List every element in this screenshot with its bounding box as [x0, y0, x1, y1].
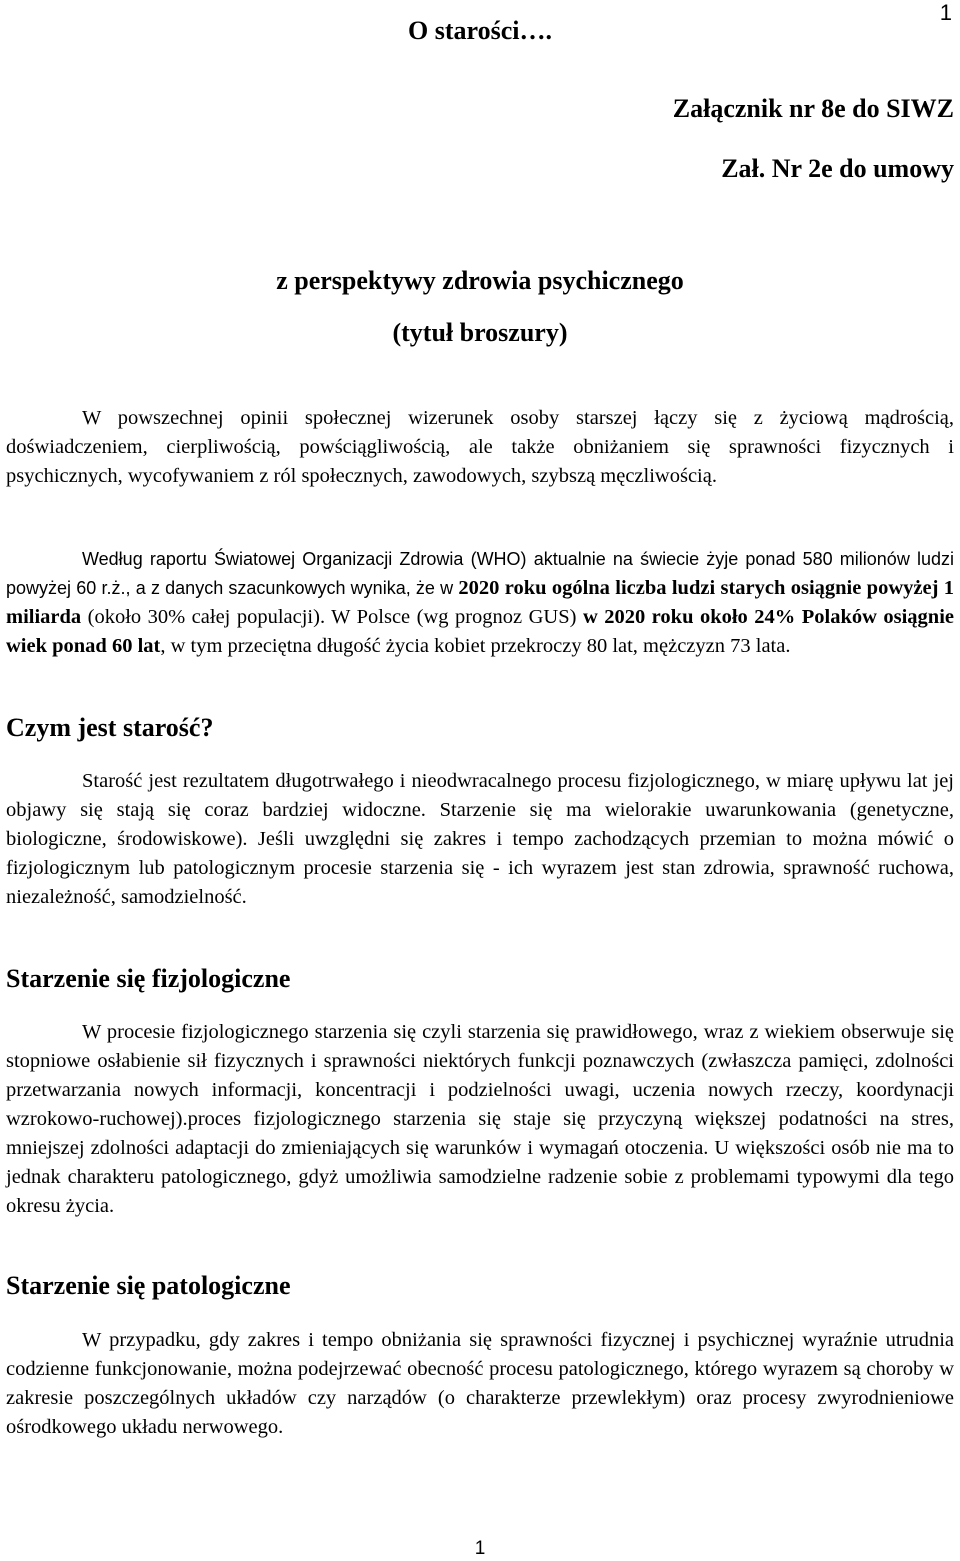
page-number-top: 1 — [939, 0, 952, 25]
title-line-3: (tytuł broszury) — [392, 318, 568, 347]
section-heading-what-is-old-age: Czym jest starość? — [6, 713, 214, 742]
annex-line-contract: Zał. Nr 2e do umowy — [721, 154, 954, 183]
life-expectancy-text: , w tym przeciętna długość życia kobiet przekroczy 80 lat, mężczyzn 73 lata. — [160, 635, 791, 657]
section-text-physiological-aging: W procesie fizjologicznego starzenia się czyli starzenia się prawidłowego, wraz z wiekiem obserwuje się stopniowe osłabienie sił fizycznych i sprawności niektórych funkcji poznawczych (zwłaszcza pamięci, zdolności przetwarzania nowych informacji, koncentracji i podzielności uwagi, uczenia nowych rzeczy, koordynacji wzrokowo-ruchowej).proces fizjologicznego starzenia się staje się przyczyną większej podatności na stres, mniejszej zdolności adaptacji do zmieniających się warunków i wymagań otoczenia. U większości osób nie ma to jednak charakteru patologicznego, gdyż umożliwia samodzielne radzenie sobie z problemami typowymi dla tego okresu życia. — [6, 1021, 954, 1217]
intro-paragraph-1 — [6, 404, 954, 491]
section-paragraph-physiological-aging — [6, 1018, 954, 1221]
title-line-1: O starości…. — [408, 16, 552, 45]
who-report-text: Według raportu Światowej Organizacji Zdrowia (WHO) aktualnie na świecie żyje ponad 580 milionów ludzi powyżej 60 r.ż. — [6, 549, 954, 598]
poland-forecast-bold: w 2020 roku około 24% Polaków osiągnie wiek ponad 60 lat — [6, 606, 954, 657]
estimate-bold-2020: 2020 roku ogólna liczba ludzi starych osiągnie powyżej 1 miliarda — [6, 577, 955, 628]
section-heading-pathological-aging: Starzenie się patologiczne — [6, 1271, 291, 1300]
section-text-what-is-old-age: Starość jest rezultatem długotrwałego i nieodwracalnego procesu fizjologicznego, w miarę upływu lat jej objawy się stają się coraz bardziej widoczne. Starzenie się ma wielorakie uwarunkowania (genetyczne, biologiczne, środowiskowe). Jeśli uwzględni się zakres i tempo zachodzących przemian to można mówić o fizjologicznym lub patologicznym procesie starzenia się - ich wyrazem jest stan zdrowia, sprawność ruchowa, niezależność, samodzielność. — [6, 770, 954, 908]
page-number-bottom: 1 — [474, 1538, 486, 1559]
estimate-text: , a z danych szacunkowych wynika, że w — [125, 578, 459, 598]
title-line-2: z perspektywy zdrowia psychicznego — [276, 266, 684, 295]
intro-paragraph-1-text: W powszechnej opinii społecznej wizerunek osoby starszej łączy się z życiową mądrością, doświadczeniem, cierpliwością, powściągliwością, ale także obniżaniem się sprawności fizycznych i psychicznych, wycofywaniem z ról społecznych, zawodowych, szybszą męczliwością. — [6, 407, 954, 487]
section-paragraph-pathological-aging — [6, 1326, 954, 1442]
annex-line-siwz: Załącznik nr 8e do SIWZ — [672, 94, 954, 123]
section-text-pathological-aging: W przypadku, gdy zakres i tempo obniżania się sprawności fizycznej i psychicznej wyraźnie utrudnia codzienne funkcjonowanie, można podejrzewać obecność procesu patologicznego, którego wyrazem są choroby w zakresie poszczególnych układów czy narządów (o charakterze przewlekłym) oraz procesy zwyrodnieniowe ośrodkowego układu nerwowego. — [6, 1329, 954, 1438]
population-share-text: (około 30% całej populacji). W Polsce (wg prognoz GUS) — [81, 606, 583, 628]
section-heading-physiological-aging: Starzenie się fizjologiczne — [6, 964, 291, 993]
section-paragraph-what-is-old-age — [6, 767, 954, 912]
intro-paragraph-2 — [6, 545, 954, 661]
